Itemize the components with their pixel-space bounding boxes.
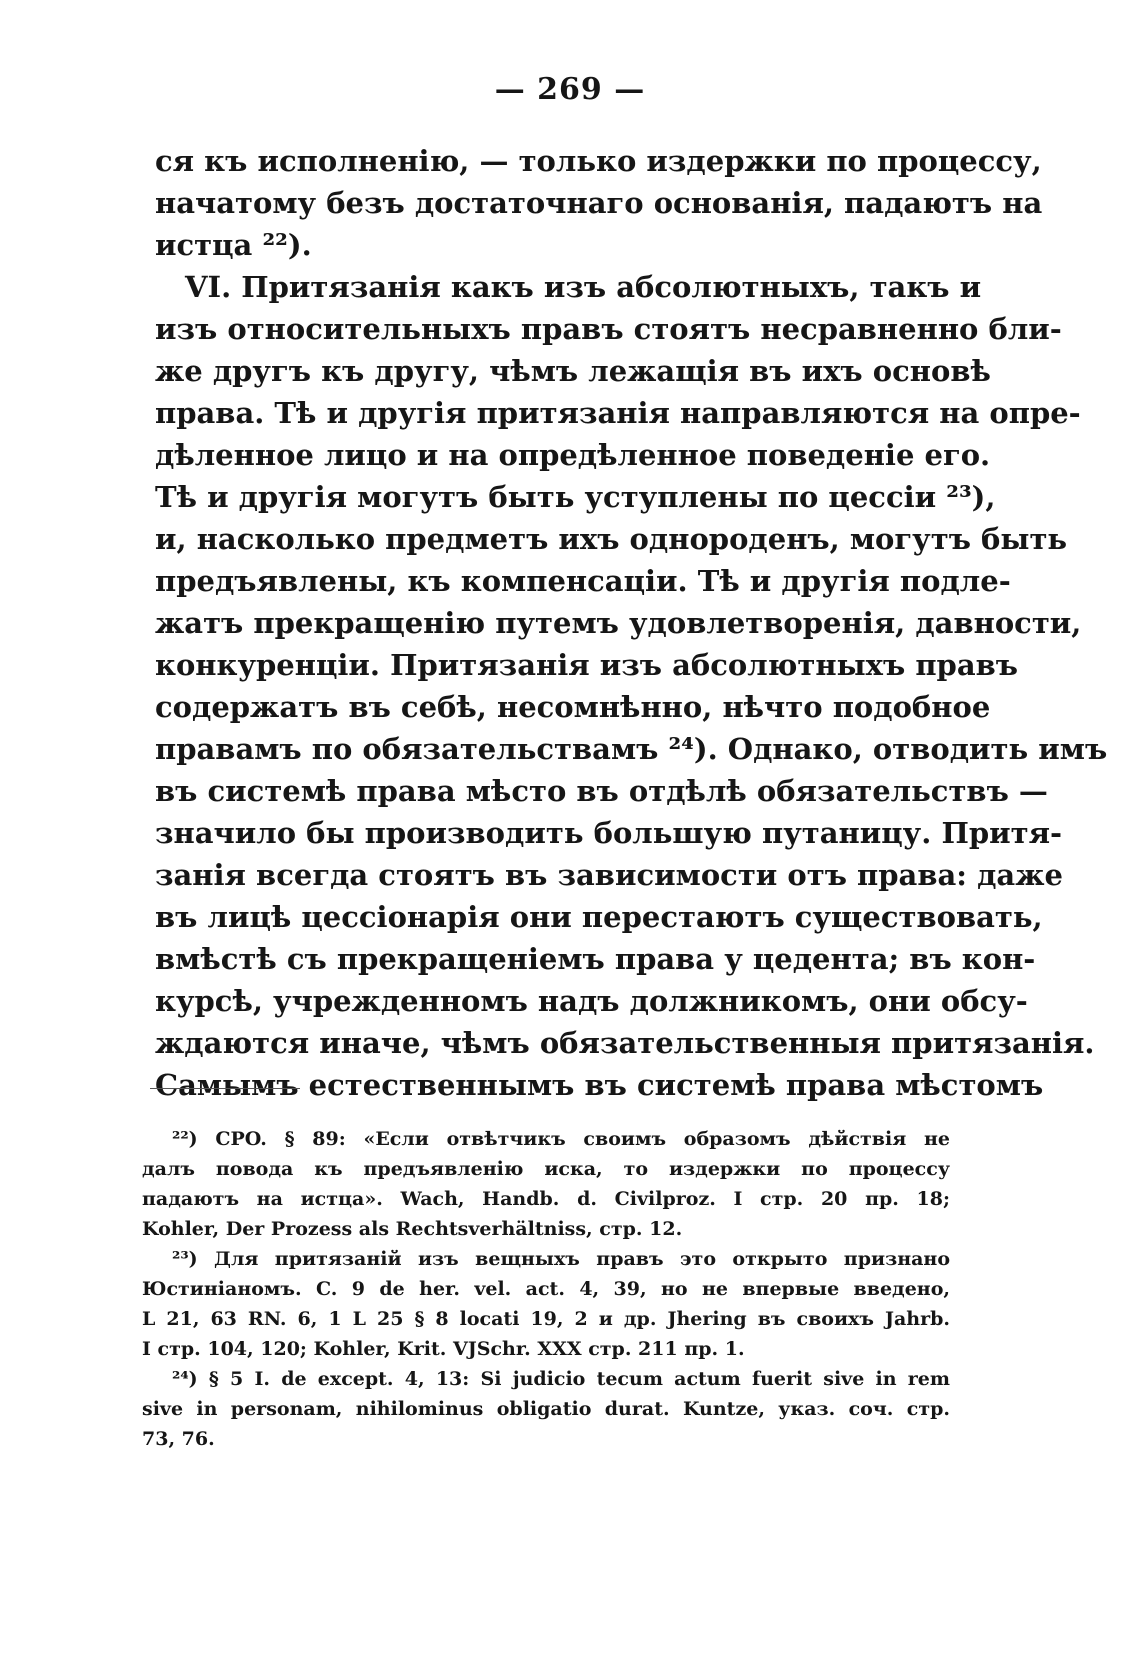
body-line: вмѣстѣ съ прекращеніемъ права у цедента; въ кон-: [155, 942, 1036, 976]
footnote-line: падаютъ на истца». Wach, Handb. d. Civilproz. I стр. 20 пр. 18;: [142, 1188, 950, 1210]
body-text: [155, 140, 1108, 1106]
body-line: дѣленное лицо и на опредѣленное поведеніе его.: [155, 438, 991, 472]
body-line: начатому безъ достаточнаго основанія, падаютъ на: [155, 186, 1043, 220]
body-line: и, насколько предметъ ихъ однороденъ, могутъ быть: [155, 522, 1068, 556]
footnote-line: ²⁴) § 5 I. de except. 4, 13: Si judicio tecum actum fuerit sive in rem: [172, 1368, 950, 1390]
body-line: Тѣ и другія могутъ быть уступлены по цессіи ²³),: [155, 480, 996, 514]
body-line: права. Тѣ и другія притязанія направляются на опре-: [155, 396, 1081, 430]
footnote-line: L 21, 63 RN. 6, 1 L 25 § 8 locati 19, 2 и др. Jhering въ своихъ Jahrb.: [142, 1308, 950, 1330]
body-line: содержатъ въ себѣ, несомнѣнно, нѣчто подобное: [155, 690, 991, 724]
body-line: правамъ по обязательствамъ ²⁴). Однако, отводить имъ: [155, 732, 1108, 766]
footnote-line: ²²) CPO. § 89: «Если отвѣтчикъ своимъ образомъ дѣйствія не: [172, 1128, 950, 1150]
body-line: жатъ прекращенію путемъ удовлетворенія, давности,: [155, 606, 1082, 640]
body-line: курсѣ, учрежденномъ надъ должникомъ, они обсу-: [155, 984, 1028, 1018]
body-line: изъ относительныхъ правъ стоятъ несравненно бли-: [155, 312, 1062, 346]
footnote-line: далъ повода къ предъявленію иска, то издержки по процессу: [142, 1158, 950, 1180]
body-line: въ системѣ права мѣсто въ отдѣлѣ обязательствъ —: [155, 774, 1048, 808]
body-line: VI. Притязанія какъ изъ абсолютныхъ, такъ и: [185, 270, 982, 304]
body-line: предъявлены, къ компенсаціи. Тѣ и другія подле-: [155, 564, 1011, 598]
body-line: ся къ исполненію, — только издержки по процессу,: [155, 144, 1042, 178]
footnotes: [142, 1124, 950, 1454]
body-line: занія всегда стоятъ въ зависимости отъ права: даже: [155, 858, 1063, 892]
footnote-divider: [150, 1088, 300, 1089]
footnote-line: Kohler, Der Prozess als Rechtsverhältniss, стр. 12.: [142, 1218, 683, 1240]
body-line: конкуренціи. Притязанія изъ абсолютныхъ правъ: [155, 648, 1019, 682]
footnote-line: sive in personam, nihilominus obligatio durat. Kuntze, указ. соч. стр.: [142, 1398, 950, 1420]
body-line: въ лицѣ цессіонарія они перестаютъ существовать,: [155, 900, 1043, 934]
footnote-line: I стр. 104, 120; Kohler, Krit. VJSchr. XXX стр. 211 пр. 1.: [142, 1338, 745, 1360]
footnote-line: ²³) Для притязаній изъ вещныхъ правъ это открыто признано: [172, 1248, 950, 1270]
body-line: Самымъ естественнымъ въ системѣ права мѣстомъ: [155, 1068, 1044, 1102]
body-line: значило бы производить большую путаницу. Притя-: [155, 816, 1063, 850]
footnote-line: 73, 76.: [142, 1428, 215, 1450]
footnote-line: Юстиніаномъ. C. 9 de her. vel. act. 4, 39, но не впервые введено,: [142, 1278, 950, 1300]
body-line: же другъ къ другу, чѣмъ лежащія въ ихъ основѣ: [155, 354, 991, 388]
body-line: ждаются иначе, чѣмъ обязательственныя притязанія.: [155, 1026, 1095, 1060]
page-number: — 269 —: [494, 72, 646, 107]
body-line: истца ²²).: [155, 228, 312, 262]
